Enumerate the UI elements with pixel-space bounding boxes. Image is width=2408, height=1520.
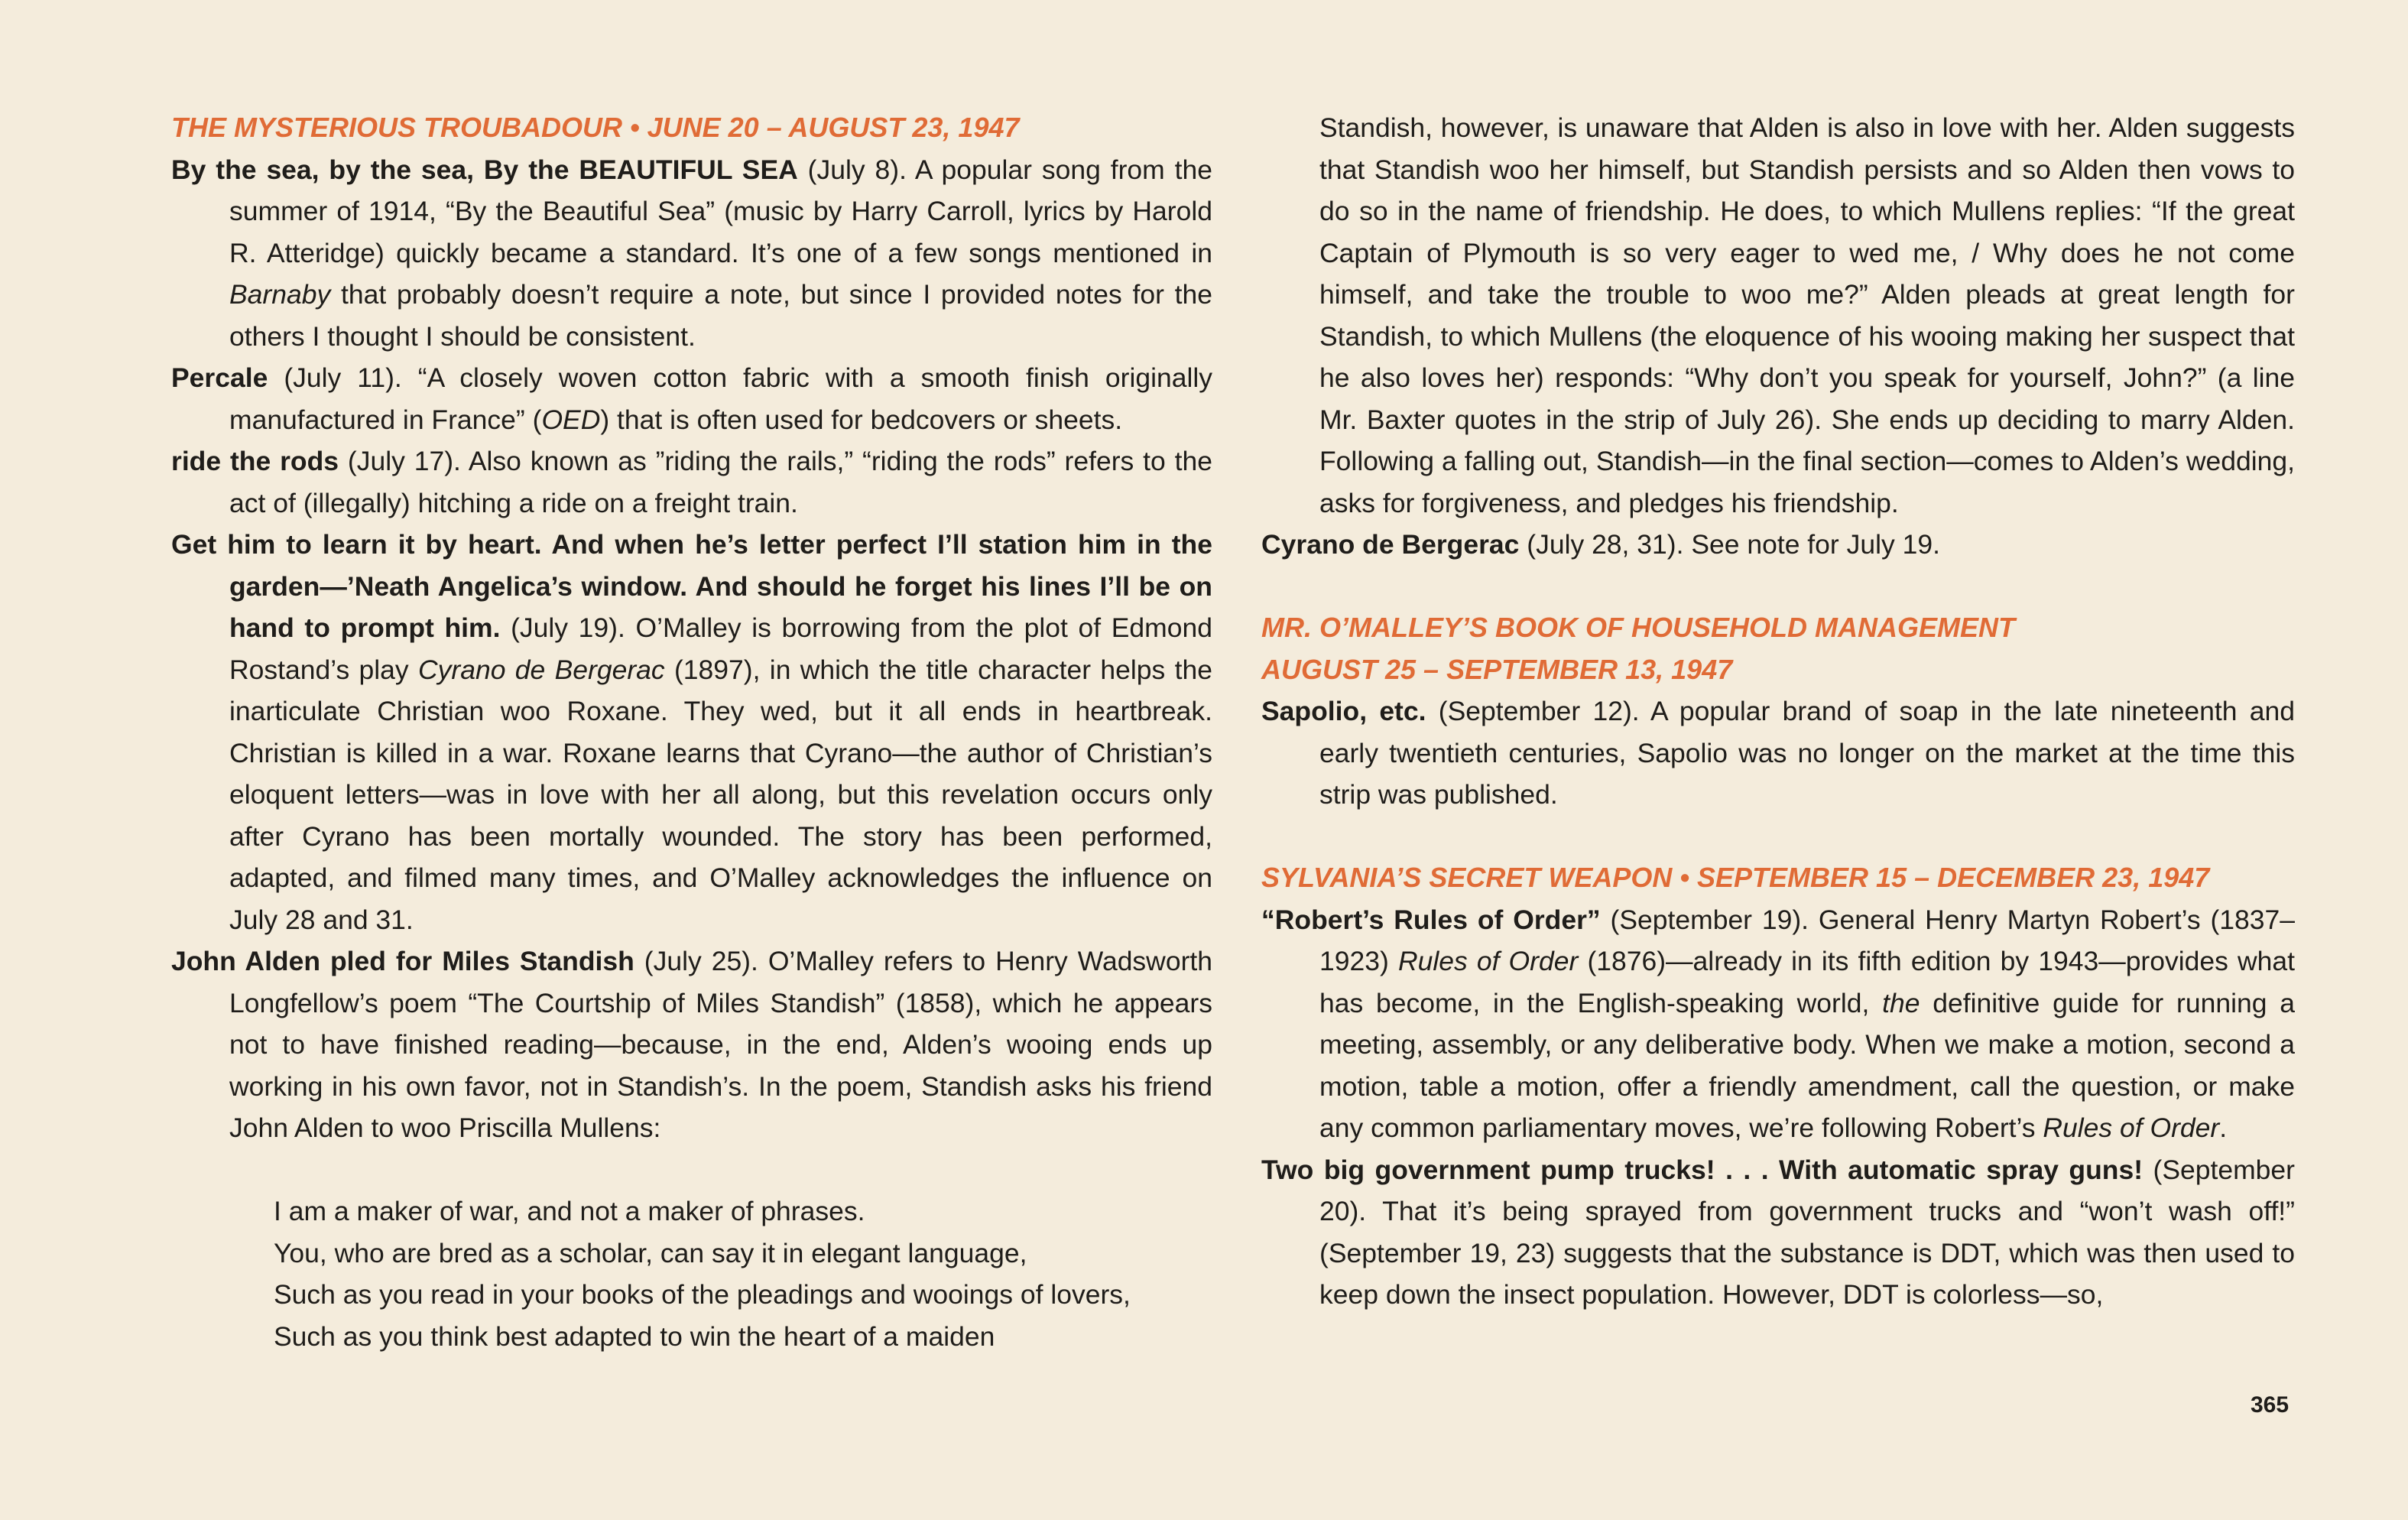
- note-entry-percale: [171, 357, 1212, 440]
- section-spacer: [1261, 816, 2295, 858]
- note-term: By the sea, by the sea, By the BEAUTIFUL SEA: [171, 154, 798, 185]
- note-text: (September 19). General Henry Martyn Robert’s (1837– 1923): [1319, 904, 2295, 976]
- note-entry-roberts-rules: [1261, 899, 2295, 1149]
- note-text: definitive guide for running a meeting, assembly, or any deliberative body. When we make a motion, second a motion, table a motion, offer a friendly amendment, call the question, or make any common parliamentary moves, we’re following Robert’s: [1319, 987, 2295, 1143]
- note-term: Get him to learn it by heart. And when he’s letter perfect I’ll station him in the garden—’Neath Angelica’s window. And should he forget his lines I’ll be on hand to prompt him.: [171, 529, 1212, 643]
- note-italic: Barnaby: [229, 279, 331, 310]
- poem-line: Such as you think best adapted to win the heart of a maiden: [274, 1320, 995, 1352]
- note-entry-ride-the-rods: [171, 440, 1212, 524]
- section-heading-mysterious-troubadour: THE MYSTERIOUS TROUBADOUR • JUNE 20 – AUGUST 23, 1947: [171, 112, 1020, 143]
- right-column: [1261, 107, 2295, 1316]
- note-text: (1876)—already in its fifth edition by 1943—provides what has become, in the English-speaking world,: [1319, 946, 2295, 1018]
- poem-line: I am a maker of war, and not a maker of phrases.: [274, 1196, 865, 1226]
- note-entry-john-alden: [171, 940, 1212, 1149]
- note-entry-by-the-sea: [171, 149, 1212, 358]
- note-text: (September 20). That it’s being sprayed from government trucks and “won’t wash off!” (September 19, 23) suggests that the substance is DDT, which was then used to keep down the insect population. However, DDT is colorless—so,: [1319, 1154, 2295, 1310]
- note-entry-john-alden-continued: Standish, however, is unaware that Alden is also in love with her. Alden suggests that Standish woo her himself, but Standish persists and so Alden then vows to do so in the name of friendship. He does, to which Mullens replies: “If the great Captain of Plymouth is so very eager to wed me, / Why does he not come himself, and take the trouble to woo me?” Alden pleads at great length for Standish, to which Mullens (the eloquence of his wooing making her suspect that he also loves her) responds: “Why don’t you speak for yourself, John?” (a line Mr. Baxter quotes in the strip of July 26). She ends up deciding to marry Alden. Following a falling out, Standish—in the final section—comes to Alden’s wedding, asks for forgiveness, and pledges his friendship.: [1319, 112, 2295, 518]
- left-column: [171, 107, 1212, 1357]
- note-text: (July 19). O’Malley is borrowing from the plot of Edmond Rostand’s play: [229, 612, 1212, 685]
- page-number: 365: [2251, 1392, 2290, 1418]
- note-italic: OED: [541, 404, 601, 435]
- note-term: “Robert’s Rules of Order”: [1261, 904, 1601, 935]
- note-italic: Cyrano de Bergerac: [418, 654, 665, 685]
- note-term: Cyrano de Bergerac: [1261, 529, 1520, 560]
- note-text: that probably doesn’t require a note, but since I provided notes for the others I thought I should be consistent.: [229, 279, 1212, 352]
- note-term: John Alden pled for Miles Standish: [171, 946, 634, 976]
- note-entry-cyrano: [171, 524, 1212, 940]
- poem-line: You, who are bred as a scholar, can say it in elegant language,: [274, 1237, 1027, 1268]
- note-term: ride the rods: [171, 446, 339, 476]
- note-term: Two big government pump trucks! . . . With automatic spray guns!: [1261, 1154, 2144, 1185]
- note-entry-pump-trucks: [1261, 1149, 2295, 1316]
- note-italic: Rules of Order: [2043, 1112, 2220, 1143]
- section-heading-household-management: MR. O’MALLEY’S BOOK OF HOUSEHOLD MANAGEMENT: [1261, 612, 2015, 643]
- section-heading-secret-weapon: SYLVANIA’S SECRET WEAPON • SEPTEMBER 15 – DECEMBER 23, 1947: [1261, 862, 2210, 893]
- note-text: (July 25). O’Malley refers to Henry Wadsworth Longfellow’s poem “The Courtship of Miles Standish” (1858), which he appears not to have finished reading—because, in the end, Alden’s wooing ends up working in his own favor, not in Standish’s. In the poem, Standish asks his friend John Alden to woo Priscilla Mullens:: [229, 946, 1212, 1143]
- note-text: (1897), in which the title character helps the inarticulate Christian woo Roxane. They wed, but it all ends in heartbreak. Christian is killed in a war. Roxane learns that Cyrano—the author of Christian’s eloquent letters—was in love with her all along, but this revelation occurs only after Cyrano has been mortally wounded. The story has been performed, adapted, and filmed many times, and O’Malley acknowledges the influence on July 28 and 31.: [229, 654, 1212, 935]
- note-italic: Rules of Order: [1397, 946, 1579, 976]
- note-entry-cyrano-de-bergerac: [1261, 524, 2295, 566]
- poem-line: Such as you read in your books of the pleadings and wooings of lovers,: [274, 1279, 1131, 1310]
- note-text: (July 11). “A closely woven cotton fabric with a smooth finish originally manufactured in France” (: [229, 362, 1212, 435]
- note-text: .: [2219, 1112, 2228, 1143]
- note-text: (July 28, 31). See note for July 19.: [1519, 529, 1940, 560]
- note-text: ) that is often used for bedcovers or sheets.: [600, 404, 1123, 435]
- section-spacer: [1261, 566, 2295, 608]
- note-text: (September 12). A popular brand of soap in the late nineteenth and early twentieth centuries, Sapolio was no longer on the market at the time this strip was published.: [1319, 696, 2295, 810]
- poem-quote: [171, 1190, 1212, 1357]
- section-heading-household-management-dates: AUGUST 25 – SEPTEMBER 13, 1947: [1261, 653, 1733, 685]
- note-italic: the: [1882, 987, 1920, 1018]
- note-term: Sapolio, etc.: [1261, 696, 1426, 726]
- note-term: Percale: [171, 362, 268, 393]
- note-text: (July 17). Also known as ”riding the rails,” “riding the rods” refers to the act of (illegally) hitching a ride on a freight train.: [229, 446, 1212, 518]
- note-entry-sapolio: [1261, 690, 2295, 816]
- note-text: (July 8). A popular song from the summer of 1914, “By the Beautiful Sea” (music by Harry Carroll, lyrics by Harold R. Atteridge) quickly became a standard. It’s one of a few songs mentioned in: [229, 154, 1212, 268]
